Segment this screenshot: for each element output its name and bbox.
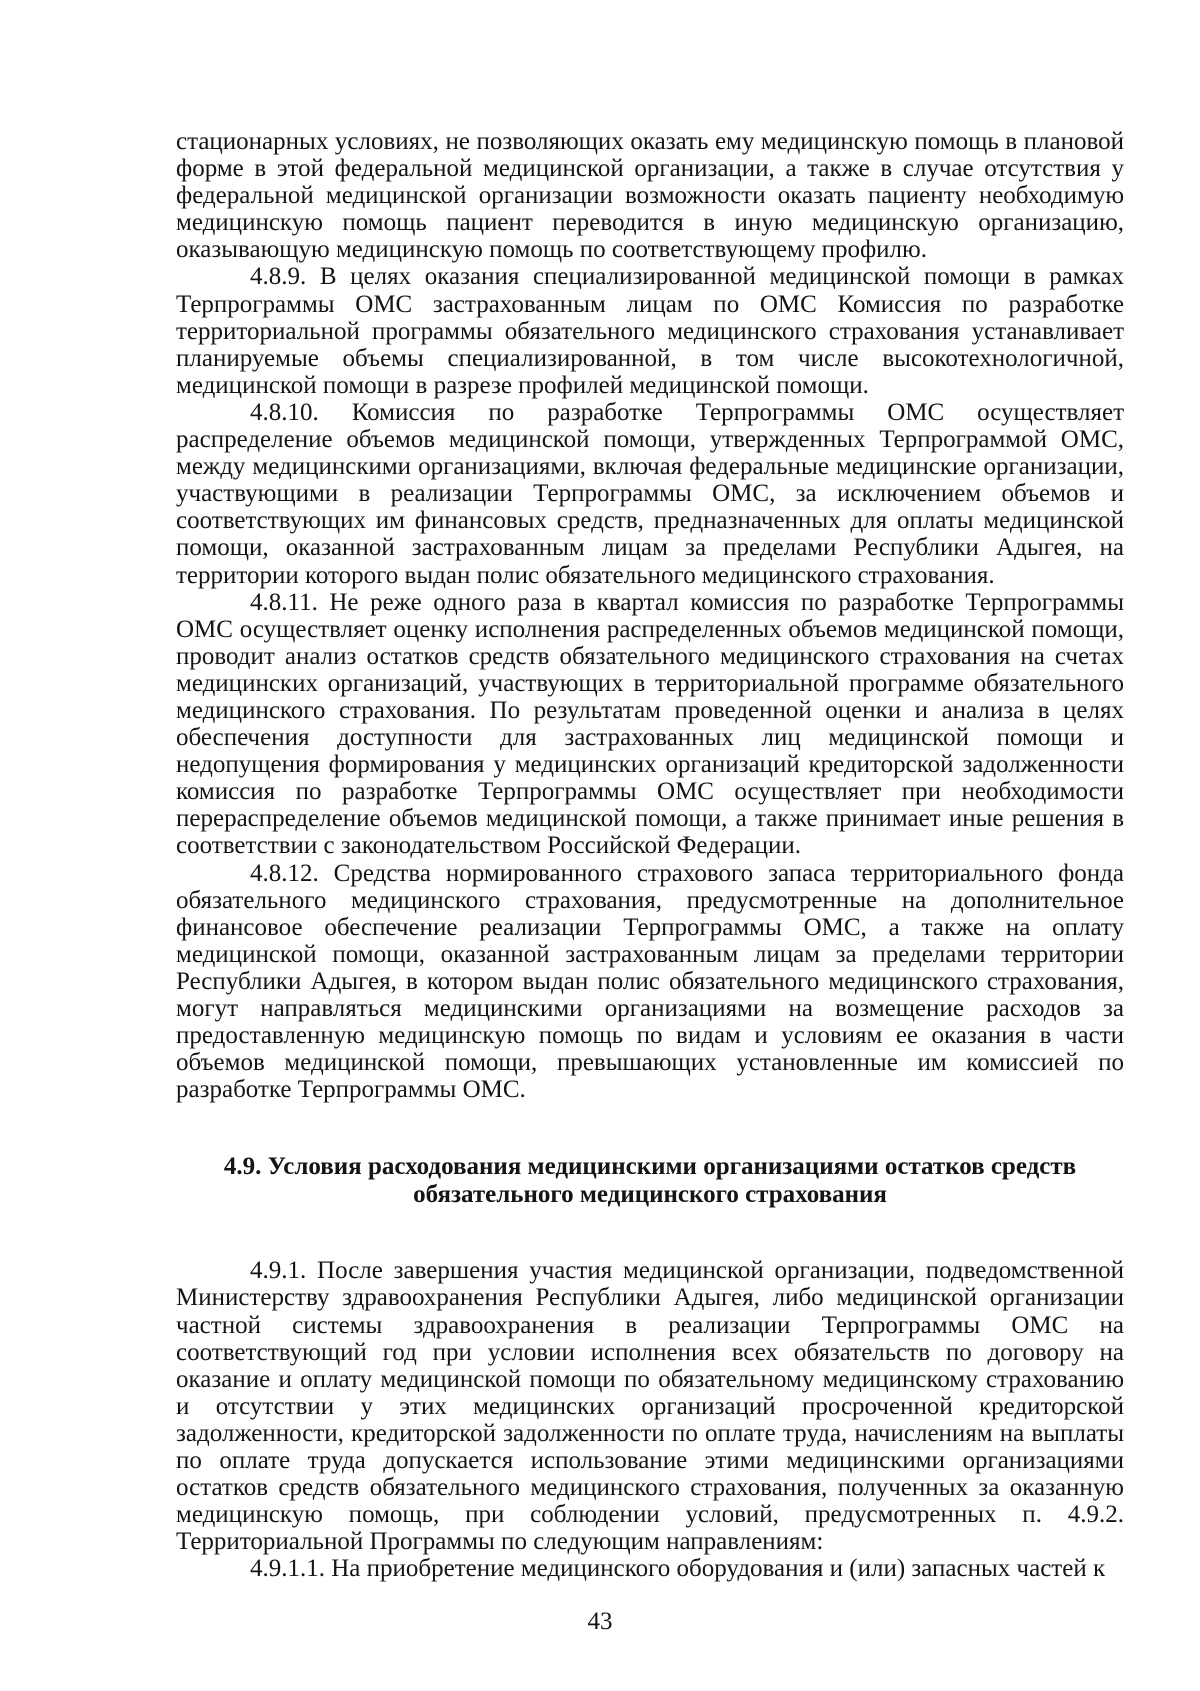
document-page <box>176 128 1124 1583</box>
paragraph-4-9-1-1: 4.9.1.1. На приобретение медицинского оборудования и (или) запасных частей к <box>250 1555 1106 1583</box>
paragraph-4-8-12: 4.8.12. Средства нормированного страхового запаса территориального фонда обязательного медицинского страхования, предусмотренные на дополнительное финансовое обеспечение реализации Терпрограммы ОМС, а также на оплату медицинской помощи, оказанной застрахованным лицам за пределами территории Республики Адыгея, в котором выдан полис обязательного медицинского страхования, могут направляться медицинскими организациями на возмещение расходов за предоставленную медицинскую помощь по видам и условиям ее оказания в части объемов медицинской помощи, превышающих установленные им комиссией по разработке Терпрограммы ОМС. <box>176 859 1124 1104</box>
paragraph-4-8-9: 4.8.9. В целях оказания специализированной медицинской помощи в рамках Терпрограммы ОМС застрахованным лицам по ОМС Комиссия по разработке территориальной программы обязательного медицинского страхования устанавливает планируемые объемы специализированной, в том числе высокотехнологичной, медицинской помощи в разрезе профилей медицинской помощи. <box>176 263 1124 399</box>
section-heading-line-2: обязательного медицинского страхования <box>413 1181 887 1209</box>
paragraph-continuation: стационарных условиях, не позволяющих оказать ему медицинскую помощь в плановой форме в этой федеральной медицинской организации, а также в случае отсутствия у федеральной медицинской организации возможности оказать пациенту необходимую медицинскую помощь пациент переводится в иную медицинскую организацию, оказывающую медицинскую помощь по соответствующему профилю. <box>176 128 1124 264</box>
paragraph-4-8-11: 4.8.11. Не реже одного раза в квартал комиссия по разработке Терпрограммы ОМС осуществляет оценку исполнения распределенных объемов медицинской помощи, проводит анализ остатков средств обязательного медицинского страхования на счетах медицинских организаций, участвующих в территориальной программе обязательного медицинского страхования. По результатам проведенной оценки и анализа в целях обеспечения доступности для застрахованных лиц медицинской помощи и недопущения формирования у медицинских организаций кредиторской задолженности комиссия по разработке Терпрограммы ОМС осуществляет при необходимости перераспределение объемов медицинской помощи, а также принимает иные решения в соответствии с законодательством Российской Федерации. <box>176 588 1124 860</box>
page-number: 43 <box>587 1608 613 1635</box>
paragraph-4-8-10: 4.8.10. Комиссия по разработке Терпрограммы ОМС осуществляет распределение объемов медицинской помощи, утвержденных Терпрограммой ОМС, между медицинскими организациями, включая федеральные медицинские организации, участвующими в реализации Терпрограммы ОМС, за исключением объемов и соответствующих им финансовых средств, предназначенных для оплаты медицинской помощи, оказанной застрахованным лицам за пределами Республики Адыгея, на территории которого выдан полис обязательного медицинского страхования. <box>176 398 1124 589</box>
section-heading-4-9 <box>176 1153 1124 1209</box>
paragraph-4-9-1: 4.9.1. После завершения участия медицинской организации, подведомственной Министерству здравоохранения Республики Адыгея, либо медицинской организации частной системы здравоохранения в реализации Терпрограммы ОМС на соответствующий год при условии исполнения всех обязательств по договору на оказание и оплату медицинской помощи по обязательному медицинскому страхованию и отсутствии у этих медицинских организаций просроченной кредиторской задолженности, кредиторской задолженности по оплате труда, начислениям на выплаты по оплате труда допускается использование этими медицинскими организациями остатков средств обязательного медицинского страхования, полученных за оказанную медицинскую помощь, при соблюдении условий, предусмотренных п. 4.9.2. Территориальной Программы по следующим направлениям: <box>176 1257 1124 1556</box>
section-heading-line-1: 4.9. Условия расходования медицинскими организациями остатков средств <box>223 1153 1077 1181</box>
